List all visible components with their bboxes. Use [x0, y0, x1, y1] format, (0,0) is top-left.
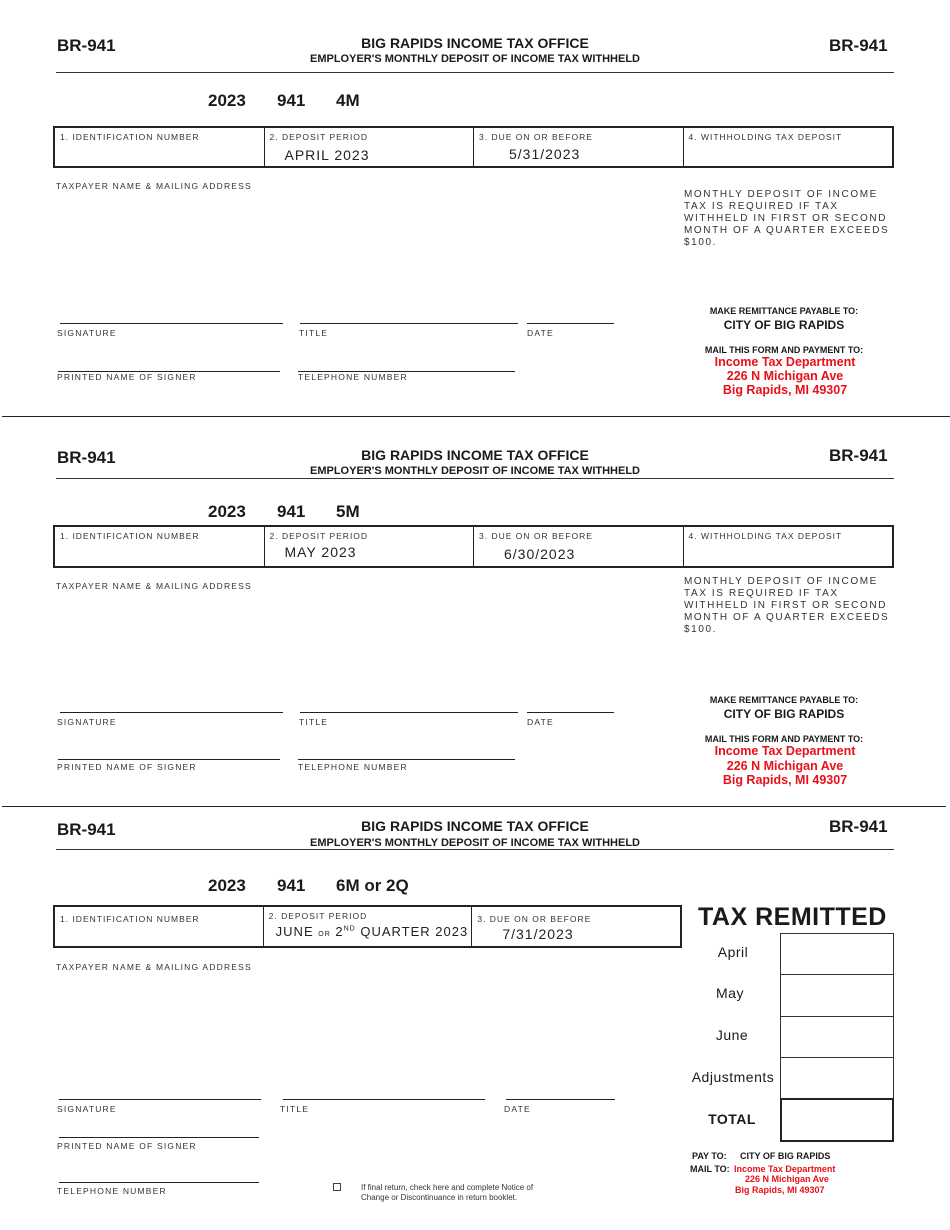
date-label: DATE [504, 1104, 531, 1114]
telephone-line[interactable] [59, 1182, 259, 1183]
deposit-period-value: JUNE OR 2ND QUARTER 2023 [275, 924, 469, 939]
form-code-left: BR-941 [57, 448, 116, 467]
tax-remitted-heading: TAX REMITTED [698, 903, 887, 931]
payable-to: CITY OF BIG RAPIDS [723, 318, 845, 332]
form-subtitle: EMPLOYER'S MONTHLY DEPOSIT OF INCOME TAX WITHHELD [310, 465, 640, 477]
id-number-label: 1. IDENTIFICATION NUMBER [60, 531, 200, 541]
due-date-label: 3. DUE ON OR BEFORE [479, 531, 593, 541]
mail-to-line3: Big Rapids, MI 49307 [735, 1185, 825, 1195]
cut-line [2, 806, 946, 807]
printed-name-label: PRINTED NAME OF SIGNER [57, 1141, 197, 1151]
id-number-label: 1. IDENTIFICATION NUMBER [60, 132, 200, 142]
mail-to-line1: Income Tax Department [734, 1164, 836, 1174]
signature-label: SIGNATURE [57, 717, 117, 727]
deposit-period-label: 2. DEPOSIT PERIOD [269, 531, 369, 541]
id-number-field[interactable] [55, 128, 264, 166]
date-label: DATE [527, 717, 554, 727]
deposit-period-field [263, 907, 472, 946]
mail-to-line2: 226 N Michigan Ave [745, 1174, 829, 1184]
signature-label: SIGNATURE [57, 1104, 117, 1114]
date-label: DATE [527, 328, 554, 338]
row-label-adjustments: Adjustments [691, 1069, 775, 1085]
payable-label: MAKE REMITTANCE PAYABLE TO: [709, 306, 859, 316]
total-amount-box[interactable] [780, 1098, 894, 1142]
header-rule [56, 478, 894, 479]
june-amount-box[interactable] [780, 1016, 894, 1058]
date-line[interactable] [527, 712, 614, 713]
due-date-field [473, 527, 683, 566]
taxpayer-label: TAXPAYER NAME & MAILING ADDRESS [56, 962, 252, 972]
adjustments-amount-box[interactable] [780, 1057, 894, 1100]
deposit-fields-row [53, 126, 894, 168]
due-date-value: 7/31/2023 [502, 926, 574, 942]
deposit-period-field [264, 128, 474, 166]
signature-line[interactable] [60, 323, 283, 324]
form-subtitle: EMPLOYER'S MONTHLY DEPOSIT OF INCOME TAX WITHHELD [310, 53, 640, 65]
signature-label: SIGNATURE [57, 328, 117, 338]
mail-label: MAIL THIS FORM AND PAYMENT TO: [704, 345, 864, 355]
title-line[interactable] [300, 323, 518, 324]
title-line[interactable] [300, 712, 518, 713]
mail-label: MAIL THIS FORM AND PAYMENT TO: [704, 734, 864, 744]
monthly-deposit-notice: MONTHLY DEPOSIT OF INCOME TAX IS REQUIRED IF TAX WITHHELD IN FIRST OR SECOND MONTH OF A QUARTER EXCEEDS $100. [684, 576, 890, 635]
row-label-total: TOTAL [708, 1111, 756, 1127]
form-code-right: BR-941 [829, 446, 888, 465]
may-amount-box[interactable] [780, 974, 894, 1017]
printed-name-label: PRINTED NAME OF SIGNER [57, 762, 197, 772]
telephone-line[interactable] [298, 759, 515, 760]
address-line1: Income Tax Department [714, 744, 856, 758]
signature-line[interactable] [60, 712, 283, 713]
printed-name-line[interactable] [59, 1137, 259, 1138]
year-code: 2023 [208, 502, 246, 521]
header-rule [56, 72, 894, 73]
taxpayer-label: TAXPAYER NAME & MAILING ADDRESS [56, 581, 252, 591]
deposit-period-value: APRIL 2023 [284, 147, 370, 163]
april-amount-box[interactable] [780, 933, 894, 975]
row-label-may: May [716, 985, 744, 1001]
id-number-label: 1. IDENTIFICATION NUMBER [60, 914, 200, 924]
period-code: 4M [336, 91, 360, 110]
deposit-fields-row [53, 905, 682, 948]
title-line[interactable] [283, 1099, 485, 1100]
telephone-label: TELEPHONE NUMBER [57, 1186, 167, 1196]
address-line2: 226 N Michigan Ave [726, 369, 844, 383]
payable-to: CITY OF BIG RAPIDS [723, 707, 845, 721]
deposit-period-value: MAY 2023 [284, 544, 357, 560]
printed-name-line[interactable] [58, 759, 280, 760]
year-code: 2023 [208, 91, 246, 110]
due-date-label: 3. DUE ON OR BEFORE [477, 914, 592, 924]
row-label-april: April [717, 944, 749, 960]
row-label-june: June [715, 1027, 749, 1043]
period-code: 5M [336, 502, 360, 521]
monthly-deposit-notice: MONTHLY DEPOSIT OF INCOME TAX IS REQUIRED IF TAX WITHHELD IN FIRST OR SECOND MONTH OF A QUARTER EXCEEDS $100. [684, 189, 890, 248]
signature-line[interactable] [59, 1099, 261, 1100]
due-date-field [473, 128, 683, 166]
due-date-label: 3. DUE ON OR BEFORE [479, 132, 593, 142]
form-code-left: BR-941 [57, 820, 116, 839]
pay-to-label: PAY TO: [692, 1151, 727, 1161]
withholding-deposit-field[interactable] [683, 527, 893, 566]
form-code-left: BR-941 [57, 36, 116, 55]
title-label: TITLE [299, 717, 329, 727]
office-title: BIG RAPIDS INCOME TAX OFFICE [361, 818, 589, 834]
form-code-right: BR-941 [829, 36, 888, 55]
form-code-right: BR-941 [829, 817, 888, 836]
pay-to-value: CITY OF BIG RAPIDS [740, 1151, 831, 1161]
final-return-checkbox[interactable] [333, 1183, 341, 1191]
office-title: BIG RAPIDS INCOME TAX OFFICE [361, 447, 589, 463]
office-title: BIG RAPIDS INCOME TAX OFFICE [361, 35, 589, 51]
form-number-code: 941 [277, 502, 306, 521]
title-label: TITLE [299, 328, 329, 338]
final-return-note: If final return, check here and complete Notice of Change or Discontinuance in return booklet. [361, 1183, 534, 1202]
withholding-deposit-field[interactable] [683, 128, 893, 166]
form-number-code: 941 [277, 91, 306, 110]
taxpayer-label: TAXPAYER NAME & MAILING ADDRESS [56, 181, 252, 191]
telephone-label: TELEPHONE NUMBER [298, 762, 408, 772]
date-line[interactable] [506, 1099, 615, 1100]
deposit-period-field [264, 527, 474, 566]
due-date-value: 5/31/2023 [509, 146, 581, 162]
due-date-value: 6/30/2023 [504, 546, 576, 562]
id-number-field[interactable] [55, 527, 264, 566]
form-subtitle: EMPLOYER'S MONTHLY DEPOSIT OF INCOME TAX WITHHELD [310, 837, 640, 849]
deposit-fields-row [53, 525, 894, 568]
due-date-field [471, 907, 680, 946]
withholding-deposit-label: 4. WITHHOLDING TAX DEPOSIT [688, 132, 843, 142]
address-line3: Big Rapids, MI 49307 [722, 383, 848, 397]
mail-to-label: MAIL TO: [690, 1164, 730, 1174]
payable-label: MAKE REMITTANCE PAYABLE TO: [709, 695, 859, 705]
title-label: TITLE [280, 1104, 310, 1114]
address-line3: Big Rapids, MI 49307 [722, 773, 848, 787]
year-code: 2023 [208, 876, 246, 895]
cut-line [2, 416, 950, 417]
deposit-period-label: 2. DEPOSIT PERIOD [269, 132, 369, 142]
printed-name-label: PRINTED NAME OF SIGNER [57, 372, 197, 382]
id-number-field[interactable] [55, 907, 263, 946]
address-line1: Income Tax Department [714, 355, 856, 369]
address-line2: 226 N Michigan Ave [726, 759, 844, 773]
withholding-deposit-label: 4. WITHHOLDING TAX DEPOSIT [688, 531, 843, 541]
header-rule [56, 849, 894, 850]
form-number-code: 941 [277, 876, 306, 895]
telephone-label: TELEPHONE NUMBER [298, 372, 408, 382]
period-code: 6M or 2Q [336, 876, 409, 895]
deposit-period-label: 2. DEPOSIT PERIOD [268, 911, 368, 921]
date-line[interactable] [527, 323, 614, 324]
